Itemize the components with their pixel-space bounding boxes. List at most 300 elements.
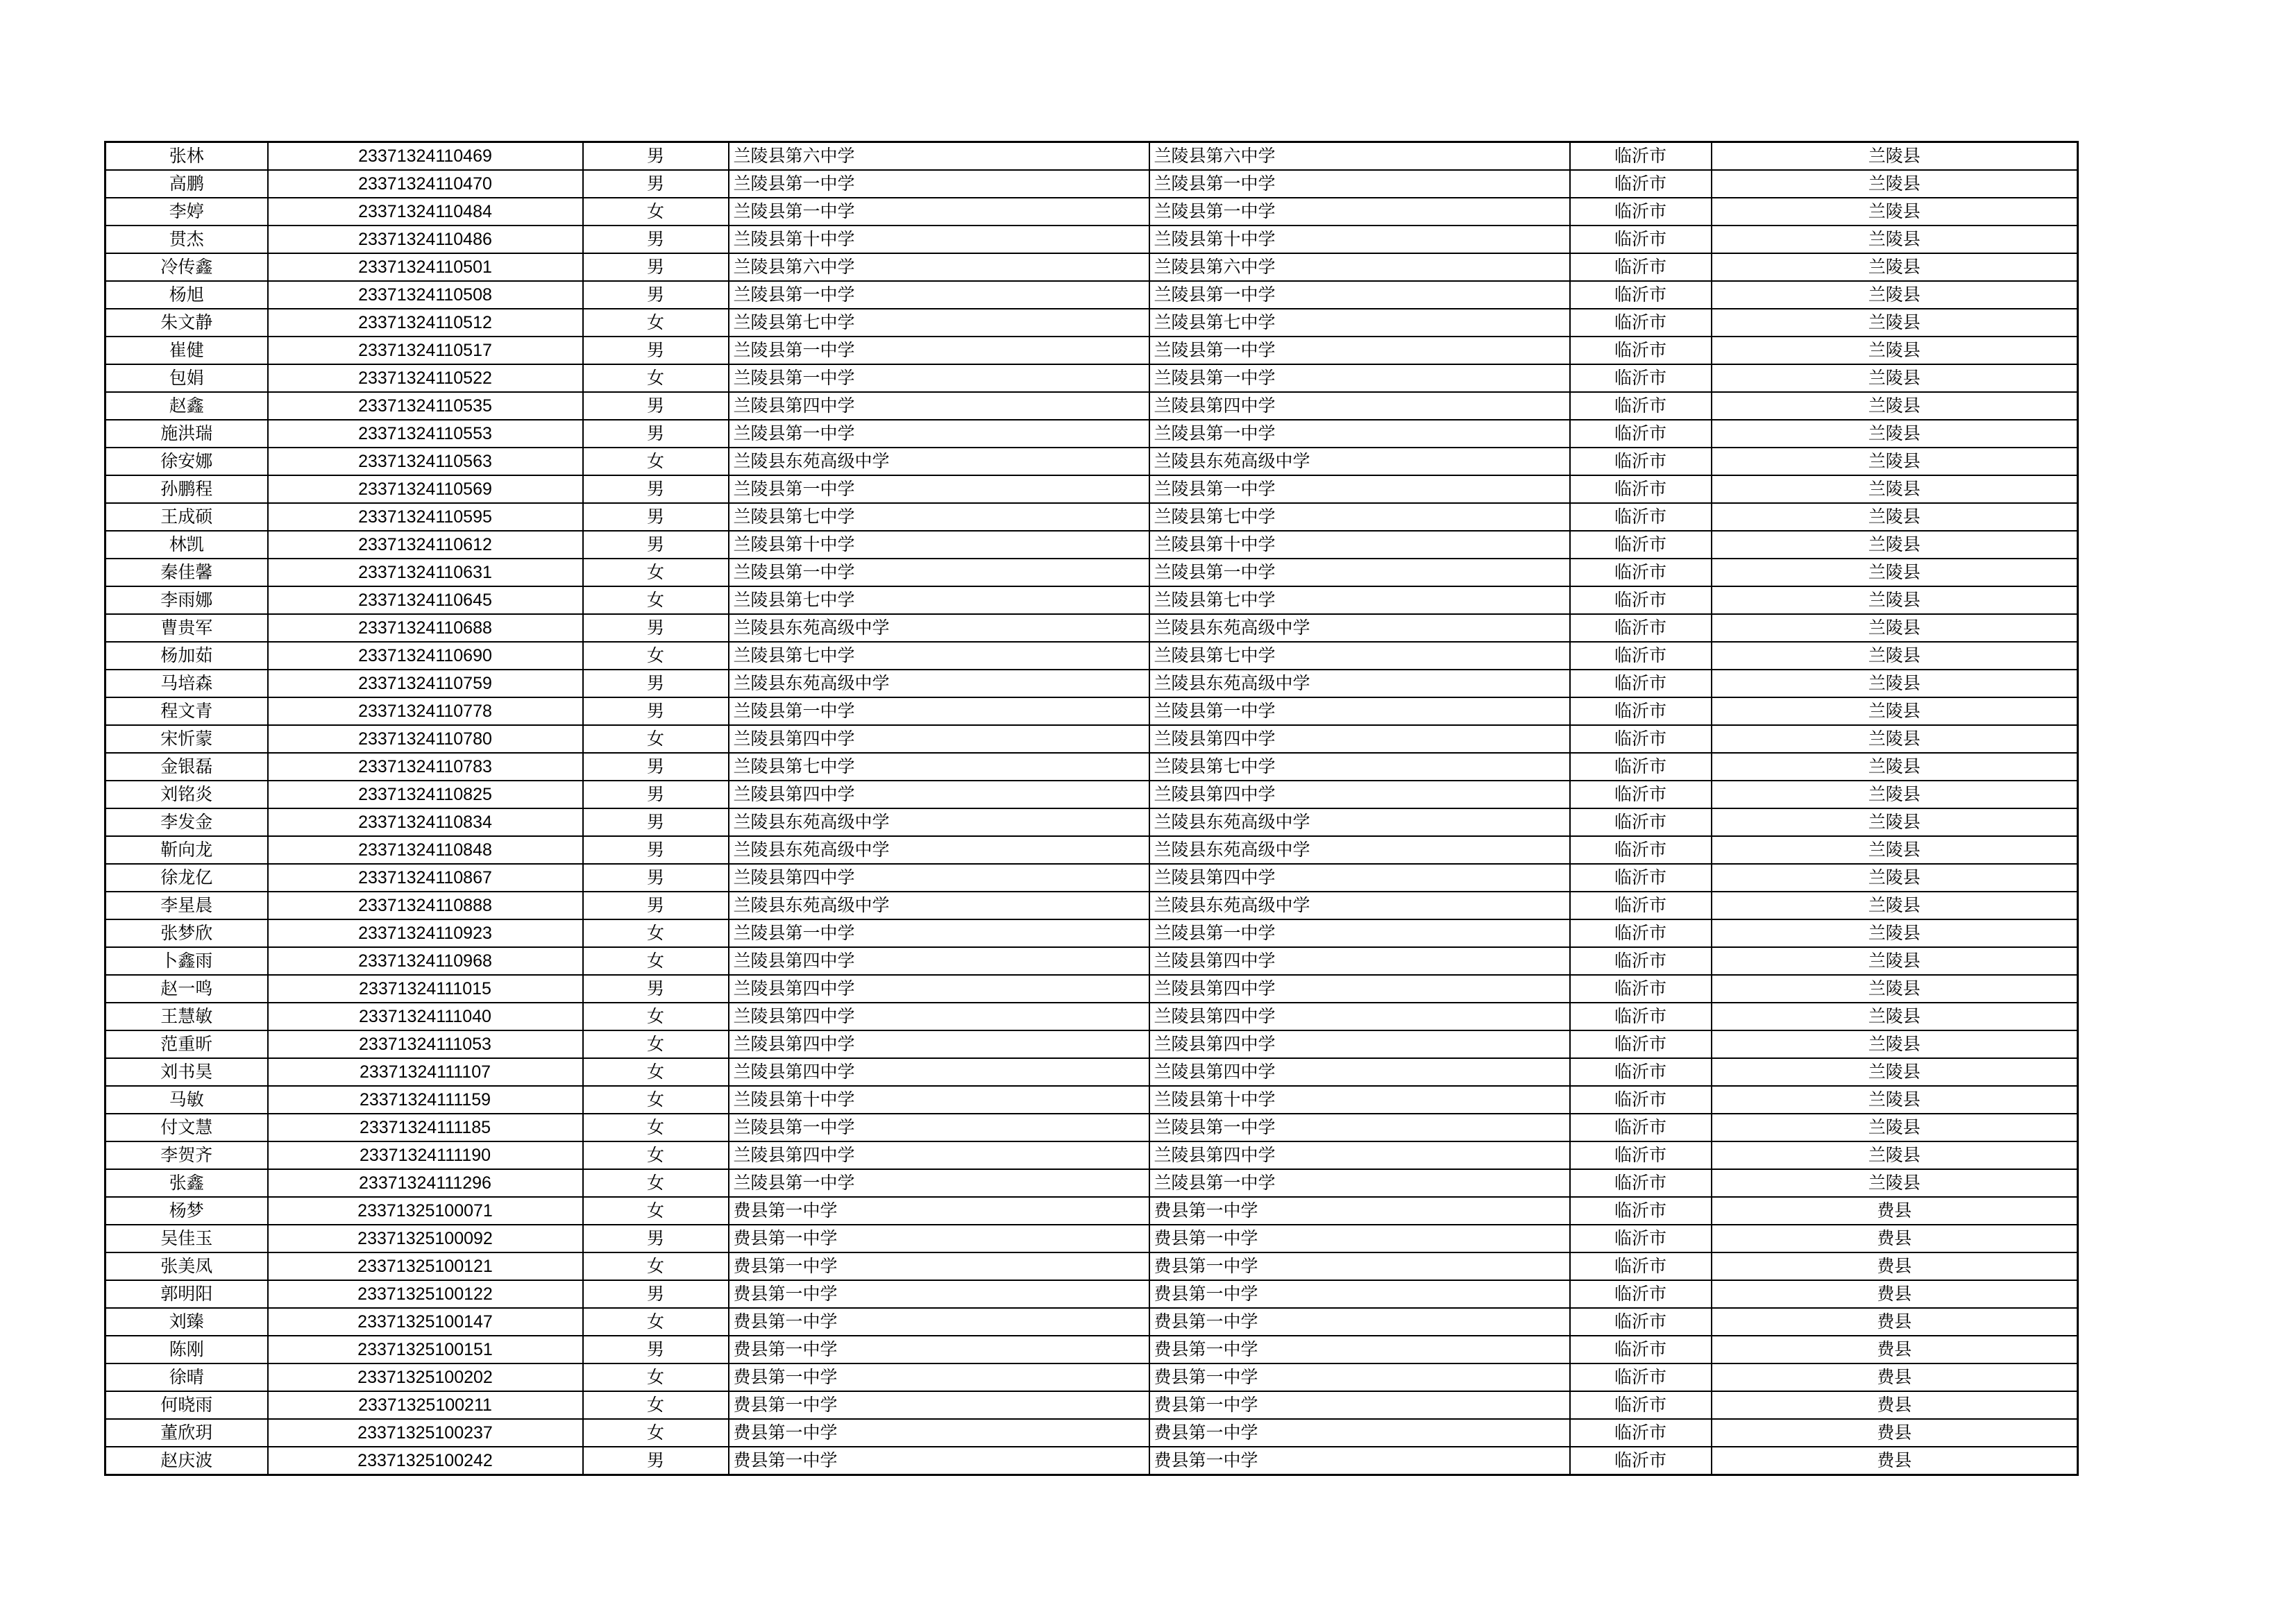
county-cell: 兰陵县 — [1712, 503, 2078, 531]
gender-cell: 女 — [583, 198, 729, 226]
student-name-cell: 秦佳馨 — [105, 559, 268, 586]
school-cell: 费县第一中学 — [729, 1336, 1149, 1363]
gender-cell: 男 — [583, 697, 729, 725]
exam-number-cell: 23371325100122 — [268, 1280, 583, 1308]
county-cell: 兰陵县 — [1712, 864, 2078, 892]
school-cell: 兰陵县第七中学 — [729, 753, 1149, 781]
gender-cell: 女 — [583, 1141, 729, 1169]
student-name-cell: 张梦欣 — [105, 919, 268, 947]
student-name-cell: 高鹏 — [105, 170, 268, 198]
school-cell: 兰陵县第一中学 — [729, 198, 1149, 226]
gender-cell: 女 — [583, 1252, 729, 1280]
city-cell: 临沂市 — [1570, 753, 1712, 781]
table-row — [105, 1197, 2078, 1225]
registration-school-cell: 兰陵县东苑高级中学 — [1149, 808, 1570, 836]
gender-cell: 男 — [583, 836, 729, 864]
county-cell: 费县 — [1712, 1252, 2078, 1280]
student-name-cell: 冷传鑫 — [105, 253, 268, 281]
county-cell: 兰陵县 — [1712, 1086, 2078, 1114]
city-cell: 临沂市 — [1570, 281, 1712, 309]
exam-number-cell: 23371324110923 — [268, 919, 583, 947]
exam-number-cell: 23371324110535 — [268, 392, 583, 420]
exam-number-cell: 23371325100237 — [268, 1419, 583, 1447]
school-cell: 费县第一中学 — [729, 1280, 1149, 1308]
registration-school-cell: 费县第一中学 — [1149, 1363, 1570, 1391]
county-cell: 兰陵县 — [1712, 670, 2078, 697]
table-row — [105, 808, 2078, 836]
county-cell: 兰陵县 — [1712, 281, 2078, 309]
table-row — [105, 1419, 2078, 1447]
table-row — [105, 170, 2078, 198]
student-name-cell: 徐安娜 — [105, 448, 268, 475]
student-name-cell: 靳向龙 — [105, 836, 268, 864]
city-cell: 临沂市 — [1570, 1114, 1712, 1141]
city-cell: 临沂市 — [1570, 1252, 1712, 1280]
county-cell: 兰陵县 — [1712, 448, 2078, 475]
table-row — [105, 1252, 2078, 1280]
table-row — [105, 1280, 2078, 1308]
table-row — [105, 253, 2078, 281]
county-cell: 兰陵县 — [1712, 725, 2078, 753]
exam-number-cell: 23371324110522 — [268, 364, 583, 392]
exam-number-cell: 23371325100092 — [268, 1225, 583, 1252]
county-cell: 兰陵县 — [1712, 975, 2078, 1003]
student-name-cell: 卜鑫雨 — [105, 947, 268, 975]
gender-cell: 男 — [583, 142, 729, 171]
student-name-cell: 郭明阳 — [105, 1280, 268, 1308]
registration-school-cell: 兰陵县第四中学 — [1149, 1058, 1570, 1086]
registration-school-cell: 兰陵县第一中学 — [1149, 475, 1570, 503]
city-cell: 临沂市 — [1570, 531, 1712, 559]
county-cell: 兰陵县 — [1712, 1058, 2078, 1086]
gender-cell: 男 — [583, 420, 729, 448]
school-cell: 兰陵县第四中学 — [729, 392, 1149, 420]
gender-cell: 女 — [583, 1058, 729, 1086]
gender-cell: 男 — [583, 1280, 729, 1308]
city-cell: 临沂市 — [1570, 697, 1712, 725]
city-cell: 临沂市 — [1570, 781, 1712, 808]
student-name-cell: 张鑫 — [105, 1169, 268, 1197]
county-cell: 兰陵县 — [1712, 919, 2078, 947]
exam-number-cell: 23371325100211 — [268, 1391, 583, 1419]
county-cell: 兰陵县 — [1712, 531, 2078, 559]
school-cell: 兰陵县东苑高级中学 — [729, 892, 1149, 919]
city-cell: 临沂市 — [1570, 1391, 1712, 1419]
city-cell: 临沂市 — [1570, 1419, 1712, 1447]
gender-cell: 女 — [583, 1197, 729, 1225]
table-row — [105, 448, 2078, 475]
school-cell: 兰陵县第七中学 — [729, 309, 1149, 337]
roster-body — [105, 142, 2078, 1475]
city-cell: 临沂市 — [1570, 642, 1712, 670]
exam-number-cell: 23371324110512 — [268, 309, 583, 337]
student-name-cell: 宋忻蒙 — [105, 725, 268, 753]
school-cell: 兰陵县第四中学 — [729, 725, 1149, 753]
registration-school-cell: 兰陵县东苑高级中学 — [1149, 836, 1570, 864]
registration-school-cell: 兰陵县第四中学 — [1149, 947, 1570, 975]
gender-cell: 女 — [583, 725, 729, 753]
table-row — [105, 586, 2078, 614]
county-cell: 费县 — [1712, 1280, 2078, 1308]
school-cell: 兰陵县第一中学 — [729, 1114, 1149, 1141]
registration-school-cell: 费县第一中学 — [1149, 1447, 1570, 1475]
county-cell: 兰陵县 — [1712, 420, 2078, 448]
gender-cell: 女 — [583, 947, 729, 975]
county-cell: 兰陵县 — [1712, 170, 2078, 198]
school-cell: 费县第一中学 — [729, 1419, 1149, 1447]
city-cell: 临沂市 — [1570, 559, 1712, 586]
exam-number-cell: 23371324110780 — [268, 725, 583, 753]
student-name-cell: 李贺齐 — [105, 1141, 268, 1169]
gender-cell: 女 — [583, 1419, 729, 1447]
student-name-cell: 赵一鸣 — [105, 975, 268, 1003]
student-name-cell: 贯杰 — [105, 226, 268, 253]
school-cell: 兰陵县第四中学 — [729, 1058, 1149, 1086]
city-cell: 临沂市 — [1570, 1086, 1712, 1114]
school-cell: 兰陵县第一中学 — [729, 364, 1149, 392]
table-row — [105, 420, 2078, 448]
table-row — [105, 781, 2078, 808]
gender-cell: 男 — [583, 614, 729, 642]
city-cell: 临沂市 — [1570, 1363, 1712, 1391]
student-name-cell: 曹贵军 — [105, 614, 268, 642]
county-cell: 费县 — [1712, 1225, 2078, 1252]
table-row — [105, 1086, 2078, 1114]
school-cell: 兰陵县第四中学 — [729, 975, 1149, 1003]
city-cell: 临沂市 — [1570, 198, 1712, 226]
exam-number-cell: 23371324110553 — [268, 420, 583, 448]
gender-cell: 男 — [583, 281, 729, 309]
gender-cell: 女 — [583, 1363, 729, 1391]
table-row — [105, 198, 2078, 226]
student-name-cell: 金银磊 — [105, 753, 268, 781]
gender-cell: 女 — [583, 586, 729, 614]
county-cell: 兰陵县 — [1712, 142, 2078, 171]
exam-number-cell: 23371324110484 — [268, 198, 583, 226]
table-row — [105, 142, 2078, 171]
city-cell: 临沂市 — [1570, 919, 1712, 947]
student-name-cell: 范重昕 — [105, 1030, 268, 1058]
table-row — [105, 559, 2078, 586]
city-cell: 临沂市 — [1570, 975, 1712, 1003]
gender-cell: 男 — [583, 670, 729, 697]
county-cell: 费县 — [1712, 1419, 2078, 1447]
county-cell: 费县 — [1712, 1308, 2078, 1336]
county-cell: 兰陵县 — [1712, 642, 2078, 670]
county-cell: 兰陵县 — [1712, 781, 2078, 808]
county-cell: 费县 — [1712, 1336, 2078, 1363]
county-cell: 兰陵县 — [1712, 337, 2078, 364]
student-name-cell: 吴佳玉 — [105, 1225, 268, 1252]
county-cell: 费县 — [1712, 1197, 2078, 1225]
registration-school-cell: 兰陵县第十中学 — [1149, 1086, 1570, 1114]
gender-cell: 女 — [583, 1003, 729, 1030]
county-cell: 兰陵县 — [1712, 226, 2078, 253]
exam-number-cell: 23371324110569 — [268, 475, 583, 503]
registration-school-cell: 兰陵县东苑高级中学 — [1149, 448, 1570, 475]
exam-number-cell: 23371324111190 — [268, 1141, 583, 1169]
student-name-cell: 徐晴 — [105, 1363, 268, 1391]
registration-school-cell: 兰陵县第一中学 — [1149, 170, 1570, 198]
school-cell: 兰陵县第四中学 — [729, 864, 1149, 892]
gender-cell: 男 — [583, 1336, 729, 1363]
student-name-cell: 王成硕 — [105, 503, 268, 531]
student-name-cell: 杨旭 — [105, 281, 268, 309]
registration-school-cell: 兰陵县东苑高级中学 — [1149, 614, 1570, 642]
table-row — [105, 1169, 2078, 1197]
exam-number-cell: 23371325100202 — [268, 1363, 583, 1391]
school-cell: 费县第一中学 — [729, 1197, 1149, 1225]
city-cell: 临沂市 — [1570, 808, 1712, 836]
student-name-cell: 徐龙亿 — [105, 864, 268, 892]
exam-number-cell: 23371324111053 — [268, 1030, 583, 1058]
city-cell: 临沂市 — [1570, 864, 1712, 892]
city-cell: 临沂市 — [1570, 670, 1712, 697]
registration-school-cell: 费县第一中学 — [1149, 1197, 1570, 1225]
school-cell: 兰陵县第六中学 — [729, 253, 1149, 281]
registration-school-cell: 兰陵县东苑高级中学 — [1149, 892, 1570, 919]
table-row — [105, 475, 2078, 503]
school-cell: 兰陵县第一中学 — [729, 170, 1149, 198]
registration-school-cell: 费县第一中学 — [1149, 1225, 1570, 1252]
table-row — [105, 1003, 2078, 1030]
school-cell: 费县第一中学 — [729, 1308, 1149, 1336]
exam-number-cell: 23371324110645 — [268, 586, 583, 614]
table-row — [105, 670, 2078, 697]
student-name-cell: 陈刚 — [105, 1336, 268, 1363]
school-cell: 费县第一中学 — [729, 1391, 1149, 1419]
city-cell: 临沂市 — [1570, 1058, 1712, 1086]
gender-cell: 男 — [583, 531, 729, 559]
roster-table — [104, 141, 2079, 1476]
registration-school-cell: 兰陵县第一中学 — [1149, 559, 1570, 586]
city-cell: 临沂市 — [1570, 947, 1712, 975]
gender-cell: 女 — [583, 309, 729, 337]
exam-number-cell: 23371324110688 — [268, 614, 583, 642]
city-cell: 临沂市 — [1570, 1169, 1712, 1197]
table-row — [105, 281, 2078, 309]
exam-number-cell: 23371325100151 — [268, 1336, 583, 1363]
county-cell: 兰陵县 — [1712, 559, 2078, 586]
school-cell: 兰陵县第七中学 — [729, 503, 1149, 531]
registration-school-cell: 兰陵县第一中学 — [1149, 281, 1570, 309]
city-cell: 临沂市 — [1570, 364, 1712, 392]
exam-number-cell: 23371324110595 — [268, 503, 583, 531]
exam-number-cell: 23371324110486 — [268, 226, 583, 253]
student-name-cell: 包娟 — [105, 364, 268, 392]
school-cell: 兰陵县第四中学 — [729, 947, 1149, 975]
city-cell: 临沂市 — [1570, 420, 1712, 448]
exam-number-cell: 23371324110968 — [268, 947, 583, 975]
county-cell: 兰陵县 — [1712, 1003, 2078, 1030]
table-row — [105, 309, 2078, 337]
student-name-cell: 赵庆波 — [105, 1447, 268, 1475]
exam-number-cell: 23371324110783 — [268, 753, 583, 781]
registration-school-cell: 费县第一中学 — [1149, 1252, 1570, 1280]
school-cell: 兰陵县第一中学 — [729, 559, 1149, 586]
exam-number-cell: 23371324110563 — [268, 448, 583, 475]
gender-cell: 女 — [583, 1169, 729, 1197]
gender-cell: 男 — [583, 392, 729, 420]
student-name-cell: 李发金 — [105, 808, 268, 836]
school-cell: 兰陵县第四中学 — [729, 1003, 1149, 1030]
registration-school-cell: 兰陵县第四中学 — [1149, 1030, 1570, 1058]
table-row — [105, 1114, 2078, 1141]
student-name-cell: 李雨娜 — [105, 586, 268, 614]
registration-school-cell: 兰陵县第七中学 — [1149, 586, 1570, 614]
gender-cell: 男 — [583, 1225, 729, 1252]
table-row — [105, 1447, 2078, 1475]
student-name-cell: 孙鹏程 — [105, 475, 268, 503]
registration-school-cell: 兰陵县第四中学 — [1149, 392, 1570, 420]
city-cell: 临沂市 — [1570, 503, 1712, 531]
county-cell: 兰陵县 — [1712, 753, 2078, 781]
table-row — [105, 364, 2078, 392]
school-cell: 兰陵县第四中学 — [729, 781, 1149, 808]
table-row — [105, 947, 2078, 975]
registration-school-cell: 兰陵县第四中学 — [1149, 1141, 1570, 1169]
gender-cell: 男 — [583, 753, 729, 781]
exam-number-cell: 23371324111040 — [268, 1003, 583, 1030]
exam-number-cell: 23371324110690 — [268, 642, 583, 670]
school-cell: 兰陵县第一中学 — [729, 475, 1149, 503]
city-cell: 临沂市 — [1570, 142, 1712, 171]
county-cell: 兰陵县 — [1712, 309, 2078, 337]
student-name-cell: 杨加茹 — [105, 642, 268, 670]
registration-school-cell: 兰陵县第十中学 — [1149, 531, 1570, 559]
city-cell: 临沂市 — [1570, 309, 1712, 337]
registration-school-cell: 费县第一中学 — [1149, 1336, 1570, 1363]
student-name-cell: 刘臻 — [105, 1308, 268, 1336]
school-cell: 兰陵县第一中学 — [729, 337, 1149, 364]
gender-cell: 男 — [583, 503, 729, 531]
school-cell: 兰陵县第四中学 — [729, 1030, 1149, 1058]
gender-cell: 女 — [583, 919, 729, 947]
student-name-cell: 马敏 — [105, 1086, 268, 1114]
school-cell: 兰陵县第一中学 — [729, 420, 1149, 448]
school-cell: 兰陵县第一中学 — [729, 697, 1149, 725]
county-cell: 兰陵县 — [1712, 947, 2078, 975]
gender-cell: 男 — [583, 892, 729, 919]
exam-number-cell: 23371324110759 — [268, 670, 583, 697]
student-name-cell: 张美凤 — [105, 1252, 268, 1280]
registration-school-cell: 兰陵县第七中学 — [1149, 753, 1570, 781]
gender-cell: 男 — [583, 1447, 729, 1475]
exam-number-cell: 23371324111107 — [268, 1058, 583, 1086]
exam-number-cell: 23371324111185 — [268, 1114, 583, 1141]
student-name-cell: 马培森 — [105, 670, 268, 697]
table-row — [105, 531, 2078, 559]
county-cell: 兰陵县 — [1712, 1030, 2078, 1058]
exam-number-cell: 23371324110825 — [268, 781, 583, 808]
table-row — [105, 725, 2078, 753]
registration-school-cell: 兰陵县东苑高级中学 — [1149, 670, 1570, 697]
student-name-cell: 李星晨 — [105, 892, 268, 919]
gender-cell: 男 — [583, 170, 729, 198]
school-cell: 兰陵县第一中学 — [729, 919, 1149, 947]
registration-school-cell: 兰陵县第七中学 — [1149, 503, 1570, 531]
exam-number-cell: 23371324110778 — [268, 697, 583, 725]
registration-school-cell: 兰陵县第一中学 — [1149, 337, 1570, 364]
exam-number-cell: 23371324110888 — [268, 892, 583, 919]
table-row — [105, 392, 2078, 420]
school-cell: 兰陵县第六中学 — [729, 142, 1149, 171]
student-name-cell: 杨梦 — [105, 1197, 268, 1225]
exam-number-cell: 23371324110848 — [268, 836, 583, 864]
county-cell: 兰陵县 — [1712, 892, 2078, 919]
city-cell: 临沂市 — [1570, 170, 1712, 198]
county-cell: 兰陵县 — [1712, 364, 2078, 392]
school-cell: 费县第一中学 — [729, 1363, 1149, 1391]
table-row — [105, 1058, 2078, 1086]
registration-school-cell: 兰陵县第一中学 — [1149, 420, 1570, 448]
city-cell: 临沂市 — [1570, 1197, 1712, 1225]
city-cell: 临沂市 — [1570, 1030, 1712, 1058]
school-cell: 兰陵县第七中学 — [729, 642, 1149, 670]
student-name-cell: 张林 — [105, 142, 268, 171]
table-row — [105, 892, 2078, 919]
registration-school-cell: 兰陵县第一中学 — [1149, 919, 1570, 947]
school-cell: 兰陵县第一中学 — [729, 1169, 1149, 1197]
gender-cell: 女 — [583, 1114, 729, 1141]
exam-number-cell: 23371324111015 — [268, 975, 583, 1003]
table-row — [105, 614, 2078, 642]
county-cell: 兰陵县 — [1712, 253, 2078, 281]
table-row — [105, 337, 2078, 364]
city-cell: 临沂市 — [1570, 1308, 1712, 1336]
gender-cell: 男 — [583, 475, 729, 503]
city-cell: 临沂市 — [1570, 836, 1712, 864]
registration-school-cell: 兰陵县第四中学 — [1149, 725, 1570, 753]
table-row — [105, 697, 2078, 725]
school-cell: 兰陵县第十中学 — [729, 531, 1149, 559]
school-cell: 兰陵县第七中学 — [729, 586, 1149, 614]
exam-number-cell: 23371324110469 — [268, 142, 583, 171]
table-row — [105, 642, 2078, 670]
student-name-cell: 李婷 — [105, 198, 268, 226]
gender-cell: 女 — [583, 1030, 729, 1058]
exam-number-cell: 23371324110517 — [268, 337, 583, 364]
exam-number-cell: 23371325100121 — [268, 1252, 583, 1280]
city-cell: 临沂市 — [1570, 1447, 1712, 1475]
city-cell: 临沂市 — [1570, 1280, 1712, 1308]
registration-school-cell: 兰陵县第一中学 — [1149, 1169, 1570, 1197]
gender-cell: 男 — [583, 781, 729, 808]
city-cell: 临沂市 — [1570, 1141, 1712, 1169]
county-cell: 兰陵县 — [1712, 614, 2078, 642]
city-cell: 临沂市 — [1570, 448, 1712, 475]
table-row — [105, 1336, 2078, 1363]
student-name-cell: 朱文静 — [105, 309, 268, 337]
school-cell: 兰陵县东苑高级中学 — [729, 808, 1149, 836]
city-cell: 临沂市 — [1570, 1003, 1712, 1030]
table-row — [105, 1030, 2078, 1058]
school-cell: 兰陵县东苑高级中学 — [729, 448, 1149, 475]
registration-school-cell: 兰陵县第四中学 — [1149, 781, 1570, 808]
student-name-cell: 何晓雨 — [105, 1391, 268, 1419]
exam-number-cell: 23371324110867 — [268, 864, 583, 892]
gender-cell: 女 — [583, 642, 729, 670]
registration-school-cell: 兰陵县第七中学 — [1149, 309, 1570, 337]
county-cell: 费县 — [1712, 1363, 2078, 1391]
exam-number-cell: 23371324111296 — [268, 1169, 583, 1197]
city-cell: 临沂市 — [1570, 1225, 1712, 1252]
registration-school-cell: 兰陵县第六中学 — [1149, 253, 1570, 281]
student-name-cell: 程文青 — [105, 697, 268, 725]
gender-cell: 男 — [583, 808, 729, 836]
exam-number-cell: 23371324110508 — [268, 281, 583, 309]
table-row — [105, 1363, 2078, 1391]
